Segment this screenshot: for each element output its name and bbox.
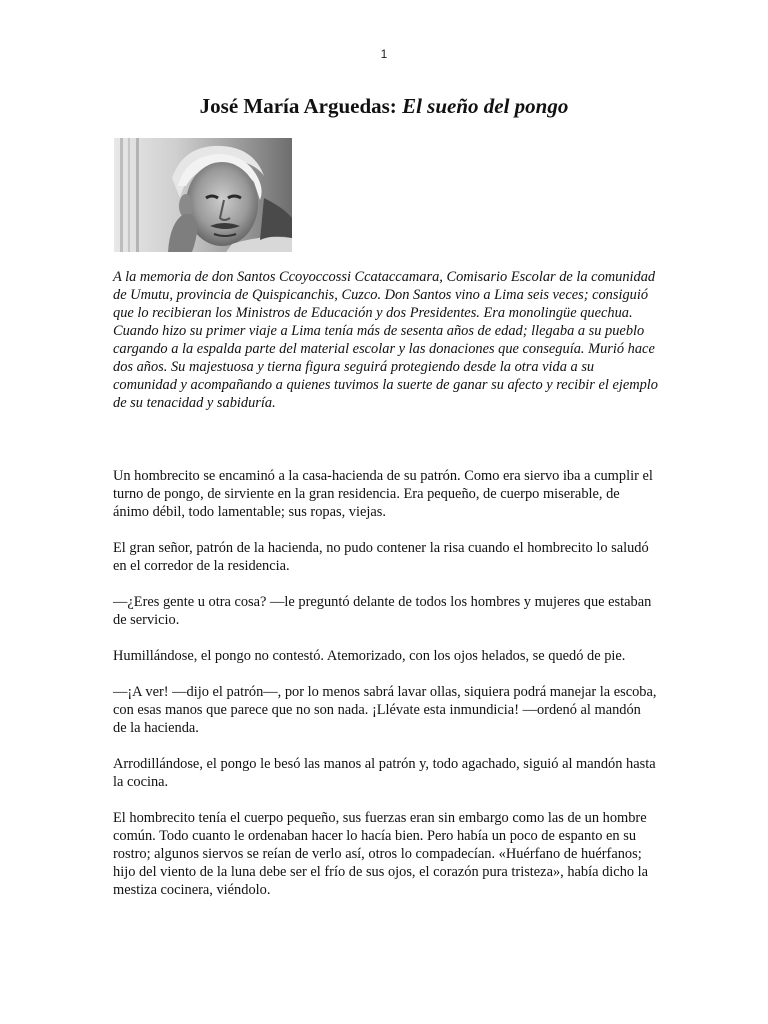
title-author: José María Arguedas: (199, 94, 397, 118)
page-title (0, 94, 768, 119)
story-paragraph: Un hombrecito se encaminó a la casa-hacienda de su patrón. Como era siervo iba a cumplir el turno de pongo, de sirviente en la gran residencia. Era pequeño, de cuerpo miserable, de ánimo débil, todo lamentable; sus ropas, viejas. (113, 468, 653, 520)
story-paragraph: El gran señor, patrón de la hacienda, no pudo contener la risa cuando el hombrecito lo saludó en el corredor de la residencia. (113, 540, 649, 574)
story-paragraph: —¡A ver! —dijo el patrón—, por lo menos sabrá lavar ollas, siquiera podrá manejar la escoba, con esas manos que parece que no son nada. ¡Llévate esta inmundicia! —ordenó al mandón de la hacienda. (113, 684, 657, 736)
story-paragraph: El hombrecito tenía el cuerpo pequeño, sus fuerzas eran sin embargo como las de un hombre común. Todo cuanto le ordenaban hacer lo hacía bien. Pero había un poco de espanto en su rostro; algunos siervos se reían de verlo así, otros lo compadecían. «Huérfano de huérfanos; hijo del viento de la luna debe ser el frío de sus ojos, el corazón pura tristeza», había dicho la mestiza cocinera, viéndolo. (113, 810, 649, 898)
title-work: El sueño del pongo (402, 94, 569, 118)
dedication-text: A la memoria de don Santos Ccoyoccossi Ccataccamara, Comisario Escolar de la comunidad de Umutu, provincia de Quispicanchis, Cuzco. Don Santos vino a Lima seis veces; consiguió que lo recibieran los Ministros de Educación y dos Presidentes. Era monolingüe quechua. Cuando hizo su primer viaje a Lima tenía más de sesenta años de edad; llegaba a su pueblo cargando a la espalda parte del material escolar y las donaciones que conseguía. Murió hace dos años. Su majestuosa y tierna figura seguirá protegiendo desde la otra vida a su comunidad y acompañando a quienes tuvimos la suerte de ganar su afecto y recibir el ejemplo de su tenacidad y sabiduría. (113, 269, 659, 411)
portrait-photo-icon (114, 138, 292, 252)
story-paragraph: Arrodillándose, el pongo le besó las manos al patrón y, todo agachado, siguió al mandón hasta la cocina. (113, 756, 656, 790)
story-paragraph: —¿Eres gente u otra cosa? —le preguntó delante de todos los hombres y mujeres que estaban de servicio. (113, 594, 652, 628)
page-number: 1 (380, 47, 388, 61)
story-paragraph: Humillándose, el pongo no contestó. Atemorizado, con los ojos helados, se quedó de pie. (113, 648, 626, 664)
author-portrait-photo (114, 138, 292, 252)
story-body (113, 467, 658, 917)
